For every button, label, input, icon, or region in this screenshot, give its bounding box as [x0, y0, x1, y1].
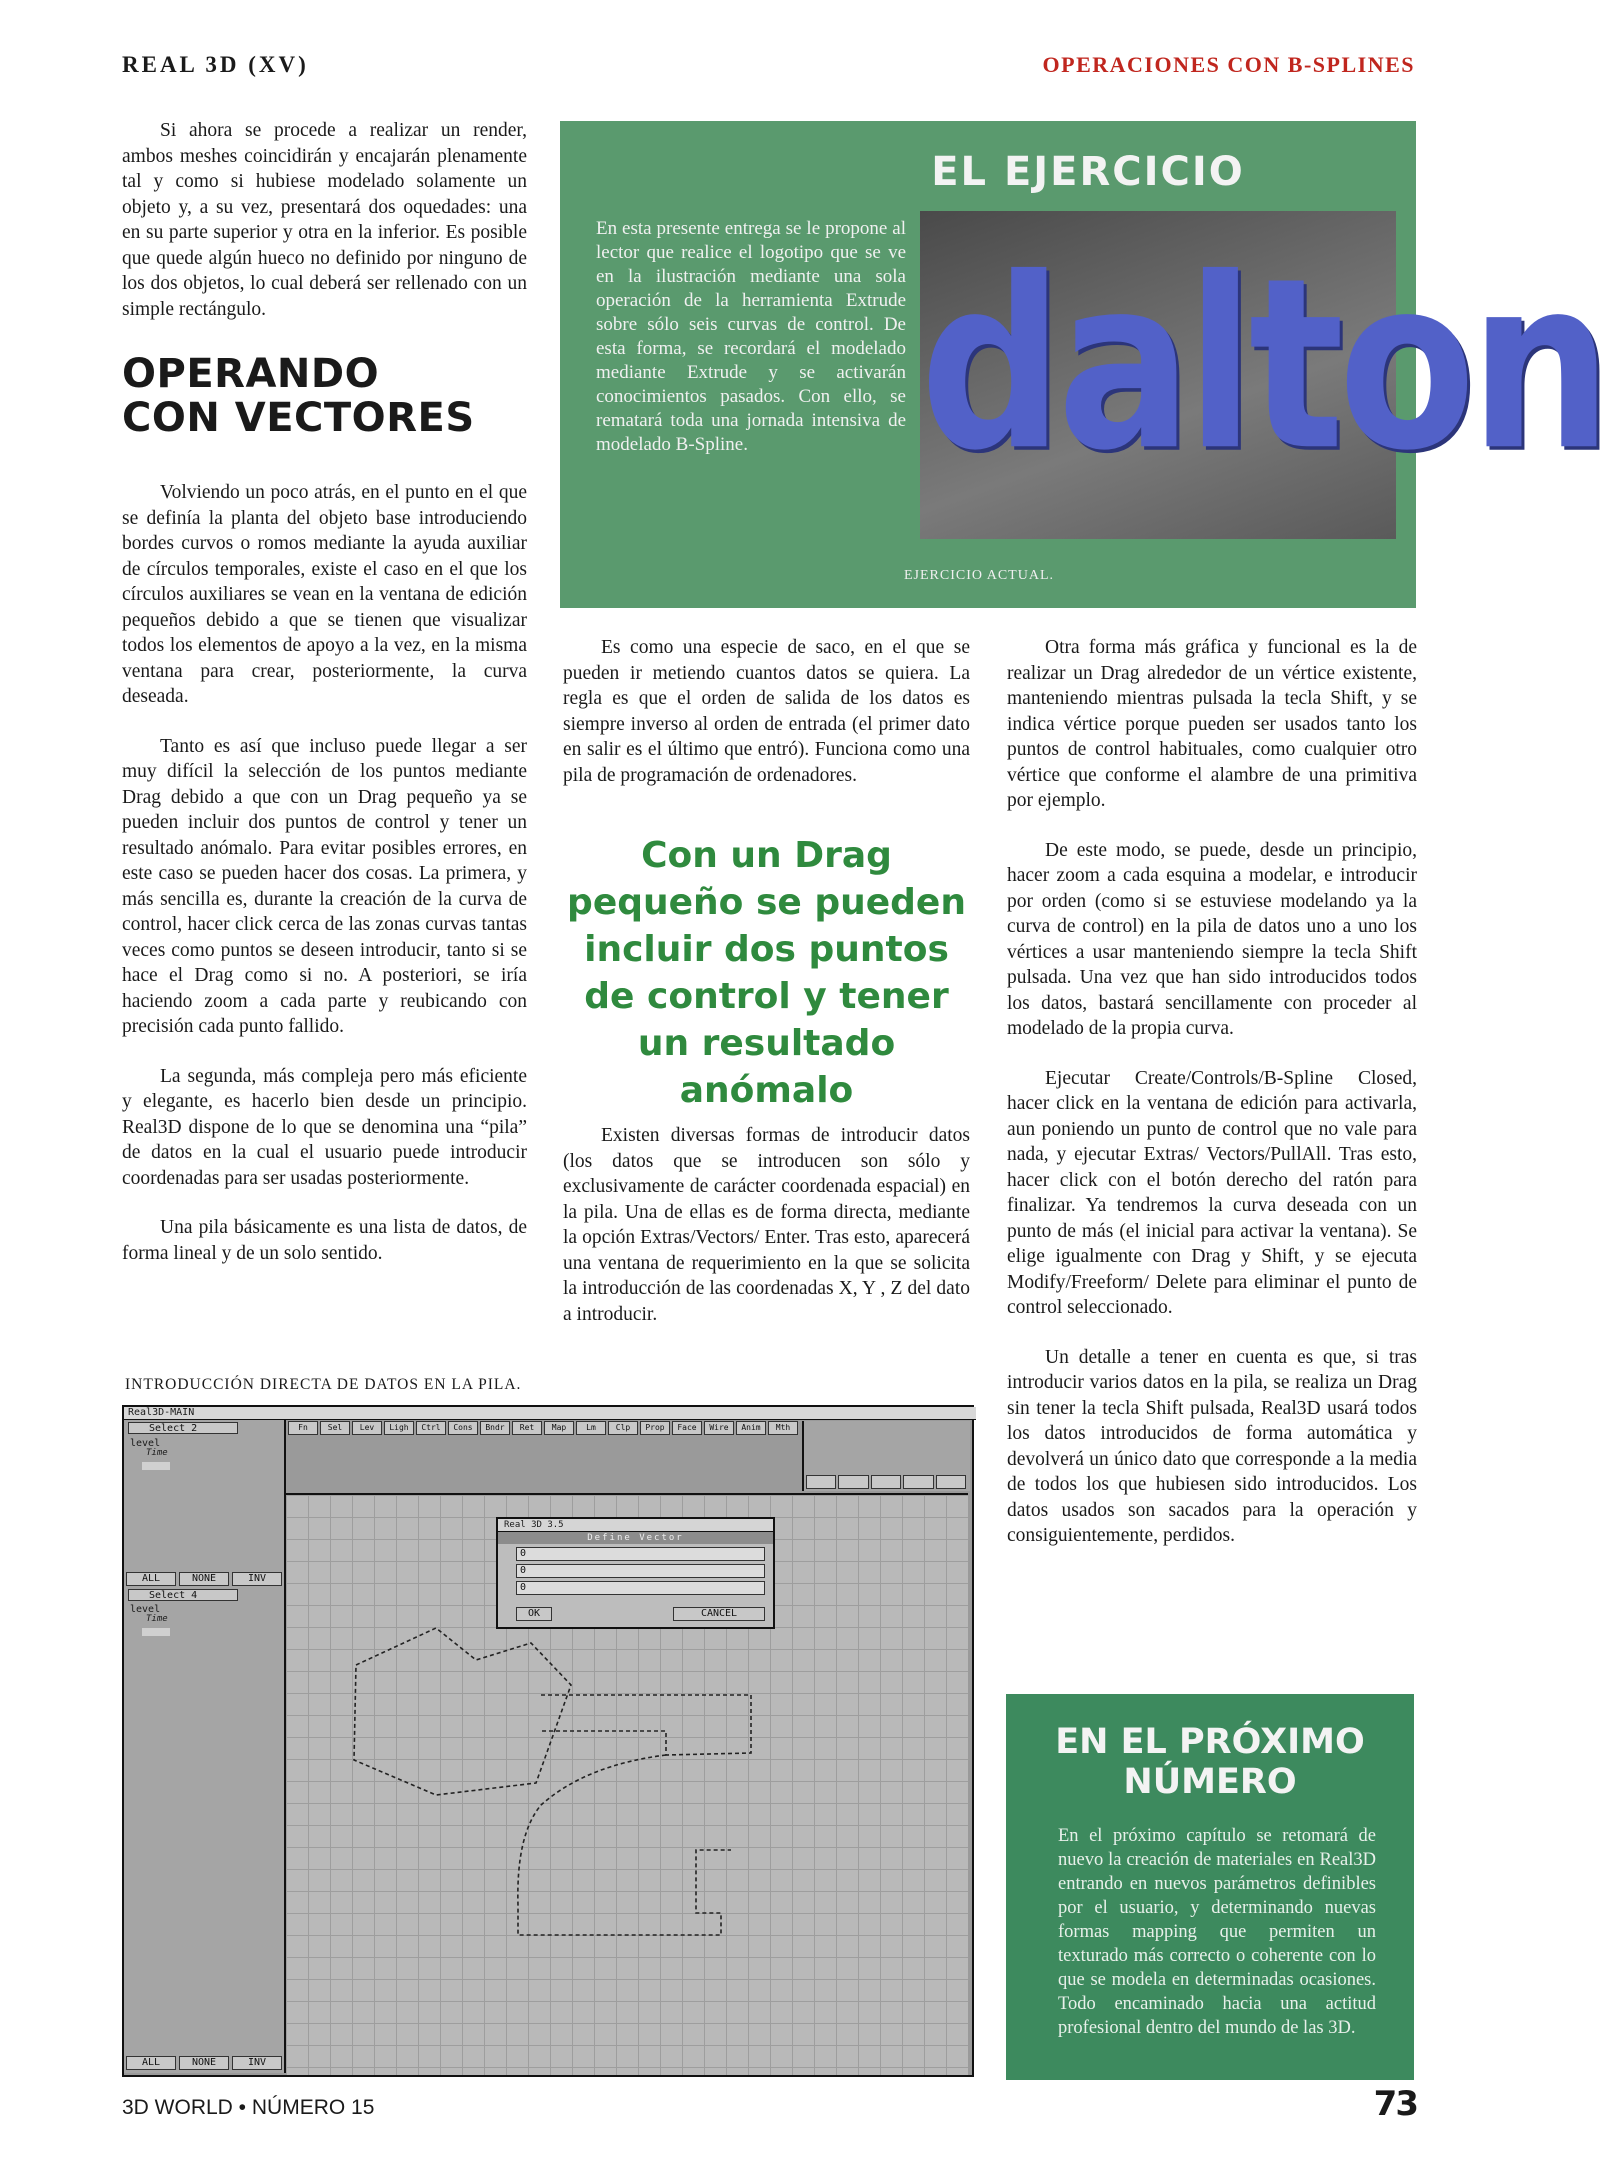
exercise-image [920, 211, 1606, 539]
real3d-screenshot [122, 1405, 974, 2077]
toolbar-button[interactable]: Lev [352, 1421, 382, 1435]
all-button[interactable]: ALL [126, 1572, 176, 1586]
nav-button[interactable] [936, 1475, 966, 1489]
x-field[interactable]: 0 [516, 1547, 765, 1561]
paragraph: Si ahora se procede a realizar un render, ambos meshes coincidirán y encajarán plenamente tal y como si hubiese modelado solamente un objeto y, a su vez, presentará dos oquedades: una en su parte superior y otra en la inferior. Es posible que quede algún hueco no definido por ninguno de los dos objetos, lo cual deberá ser rellenado con un simple rectángulo. [122, 120, 527, 320]
paragraph: Volviendo un poco atrás, en el punto en el que se definía la planta del objeto base introduciendo bordes curvos o romos mediante la ayuda auxiliar de círculos temporales, existe el caso en el que los círculos auxiliares se vean en la ventana de edición pequeños debido a que se tienen que visualizar todos los elementos de apoyo a la vez, en la misma ventana para crear, posteriormente, la curva deseada. [122, 482, 527, 707]
left-panel [124, 1420, 286, 2073]
toolbar-button[interactable]: Ctrl [416, 1421, 446, 1435]
curve-arc [518, 1755, 731, 1935]
paragraph: La segunda, más compleja pero más eficiente y elegante, es hacerlo bien desde un principio. Real3D dispone de lo que se denomina una “pila” de datos en la cual el usuario puede introducir coordenadas para ser usadas posteriormente. [122, 1065, 527, 1189]
z-field[interactable]: 0 [516, 1581, 765, 1595]
toolbar-button[interactable]: Map [544, 1421, 574, 1435]
nav-button[interactable] [871, 1475, 901, 1489]
all-button[interactable]: ALL [126, 2056, 176, 2070]
ok-button[interactable]: OK [516, 1607, 552, 1621]
exercise-title: EL EJERCICIO [931, 149, 1245, 195]
toolbar-button[interactable]: Fn [288, 1421, 318, 1435]
column-1 [122, 118, 527, 1266]
paragraph: Una pila básicamente es una lista de datos, de forma lineal y de un solo sentido. [122, 1217, 527, 1264]
footer-left: 3D WORLD • NÚMERO 15 [122, 2096, 375, 2119]
next-issue-box [1006, 1694, 1414, 2080]
buttons-2 [126, 2056, 282, 2070]
section-heading: OPERANDO CON VECTORES [122, 351, 475, 441]
toolbar-button[interactable]: Mth [768, 1421, 798, 1435]
curve-shape [541, 1695, 751, 1755]
time-label: Time [146, 1614, 168, 1624]
toolbar-button[interactable]: Lm [576, 1421, 606, 1435]
y-field[interactable]: 0 [516, 1564, 765, 1578]
toolbar-button[interactable]: Face [672, 1421, 702, 1435]
toolbar-button[interactable]: Cons [448, 1421, 478, 1435]
toolbar-button[interactable]: Prop [640, 1421, 670, 1435]
select-1[interactable]: Select 2 [128, 1422, 238, 1434]
paragraph: Un detalle a tener en cuenta es que, si tras introducir varios datos en la pila, se realiza un Drag sin tener la tecla Shift pulsada, Real3D usará todos los datos introducidos de forma automática y devolverá un único dato que corresponde a la media de todos los que hubiesen sido introducidos. Los datos usados son sacados para la operación y consiguientemente, perdidos. [1007, 1346, 1417, 1546]
exercise-caption: EJERCICIO ACTUAL. [904, 568, 1054, 583]
nav-button[interactable] [838, 1475, 868, 1489]
inv-button[interactable]: INV [232, 2056, 282, 2070]
running-head-left: REAL 3D (XV) [122, 52, 309, 77]
dialog-title: Real 3D 3.5 [498, 1519, 773, 1532]
dialog-heading: Define Vector [498, 1532, 773, 1544]
none-button[interactable]: NONE [179, 1572, 229, 1586]
nav-button[interactable] [806, 1475, 836, 1489]
curve-hexagon [354, 1628, 571, 1795]
cancel-button[interactable]: CANCEL [673, 1607, 765, 1621]
time-label: Time [146, 1448, 168, 1458]
toolbar [288, 1421, 798, 1435]
exercise-text: En esta presente entrega se le propone al lector que realice el logotipo que se ve en la ilustración mediante una sola operación de la herramienta Extrude sobre sólo seis curvas de control. De esta forma, se recordará el modelado mediante Extrude y se activarán conocimientos pasados. Con ello, se rematará toda una jornada intensiva de modelado B-Spline. [596, 218, 906, 455]
buttons-1 [126, 1572, 282, 1586]
toolbar-button[interactable]: Anim [736, 1421, 766, 1435]
toolbar-button[interactable]: Ligh [384, 1421, 414, 1435]
time-slider[interactable] [142, 1628, 170, 1636]
window-title: Real3D-MAIN [124, 1407, 976, 1420]
edit-viewport[interactable] [286, 1493, 968, 2075]
level-label: level [130, 1438, 161, 1449]
define-vector-dialog [496, 1517, 775, 1629]
column-2 [563, 635, 970, 788]
pull-quote: Con un Drag pequeño se pueden incluir dos puntos de control y tener un resultado anómalo [567, 835, 966, 1111]
column-2-lower [563, 1123, 970, 1327]
none-button[interactable]: NONE [179, 2056, 229, 2070]
running-head-right: OPERACIONES CON B-SPLINES [1042, 52, 1415, 77]
exercise-box [560, 121, 1606, 608]
column-3 [1007, 635, 1417, 1549]
paragraph: Tanto es así que incluso puede llegar a ser muy difícil la selección de los puntos mediante Drag debido a que con un Drag pequeño ya se pueden incluir dos puntos de control y tener un resultado anómalo. Para evitar posibles errores, en este caso se pueden hacer dos cosas. La primera, y más sencilla es, durante la creación de la curva de control, hacer click cerca de las zonas curvas tantas veces como puntos se deseen introducir, tanto si se hace el Drag como si no. A posteriori, se iría haciendo zoom a cada parte y reubicando con precisión cada punto fallido. [122, 735, 527, 1037]
level-label: level [130, 1604, 161, 1615]
nav-button[interactable] [903, 1475, 933, 1489]
paragraph: De este modo, se puede, desde un principio, hacer zoom a cada esquina a modelar, e introducir por orden (como si se estuviese modelando ya la curva de control) en la pila de datos uno a uno los vértices a usar manteniendo siempre la tecla Shift pulsada. Una vez que han sido introducidos todos los datos, bastará sencillamente con proceder al modelado de la propia curva. [1007, 839, 1417, 1039]
toolbar-button[interactable]: Wire [704, 1421, 734, 1435]
paragraph: Otra forma más gráfica y funcional es la de realizar un Drag alrededor de un vértice existente, manteniendo mientras pulsada la tecla Shift, y se indica vértice porque pueden ser usados tanto los puntos de control habituales, como cualquier otro vértice que conforme el alambre de una primitiva por ejemplo. [1007, 637, 1417, 811]
inv-button[interactable]: INV [232, 1572, 282, 1586]
time-slider[interactable] [142, 1462, 170, 1470]
toolbar-button[interactable]: Ret [512, 1421, 542, 1435]
page-number: 73 [1373, 2084, 1417, 2124]
select-2[interactable]: Select 4 [128, 1589, 238, 1601]
paragraph: Es como una especie de saco, en el que se pueden ir metiendo cuantos datos se quiera. La regla es que el orden de salida de los datos es siempre inverso al orden de entrada (el primer dato en salir es el último que entró). Funciona como una pila de programación de ordenadores. [563, 637, 970, 786]
figure-caption: INTRODUCCIÓN DIRECTA DE DATOS EN LA PILA. [125, 1376, 522, 1393]
next-issue-text: En el próximo capítulo se retomará de nuevo la creación de materiales en Real3D entrando en nuevos parámetros definibles por el usuario, y determinando nuevas formas mapping que permiten un texturado más correcto o coherente con lo que se modela en determinadas ocasiones. Todo encaminado hacia una actitud profesional dentro del mundo de las 3D. [1058, 1826, 1376, 2038]
dalton-logo: dalton [920, 227, 1606, 503]
top-right-panel [802, 1421, 970, 1491]
toolbar-button[interactable]: Bndr [480, 1421, 510, 1435]
paragraph: Existen diversas formas de introducir datos (los datos que se introducen son sólo y exclusivamente de carácter coordenada espacial) en la pila. Una de ellas es de forma directa, mediante la opción Extras/Vectors/ Enter. Tras esto, aparecerá una ventana de requerimiento en la que se solicita la introducción de las coordenadas X, Y , Z del dato a introducir. [563, 1125, 970, 1325]
paragraph: Ejecutar Create/Controls/B-Spline Closed, hacer click en la ventana de edición para activarla, aun poniendo un punto de control que no vale para nada, y ejecutar Extras/ Vectors/PullAll. Tras esto, hacer click con el botón derecho del ratón para finalizar. Ya tendremos la curva deseada con un punto de más (el inicial para activar la ventana). Se elige igualmente con Drag y Shift, y se ejecuta Modify/Freeform/ Delete para eliminar el punto de control seleccionado. [1007, 1067, 1417, 1318]
nav-buttons [806, 1475, 966, 1489]
toolbar-button[interactable]: Sel [320, 1421, 350, 1435]
toolbar-button[interactable]: Clp [608, 1421, 638, 1435]
next-issue-title: EN EL PRÓXIMO NÚMERO [1055, 1722, 1365, 1802]
